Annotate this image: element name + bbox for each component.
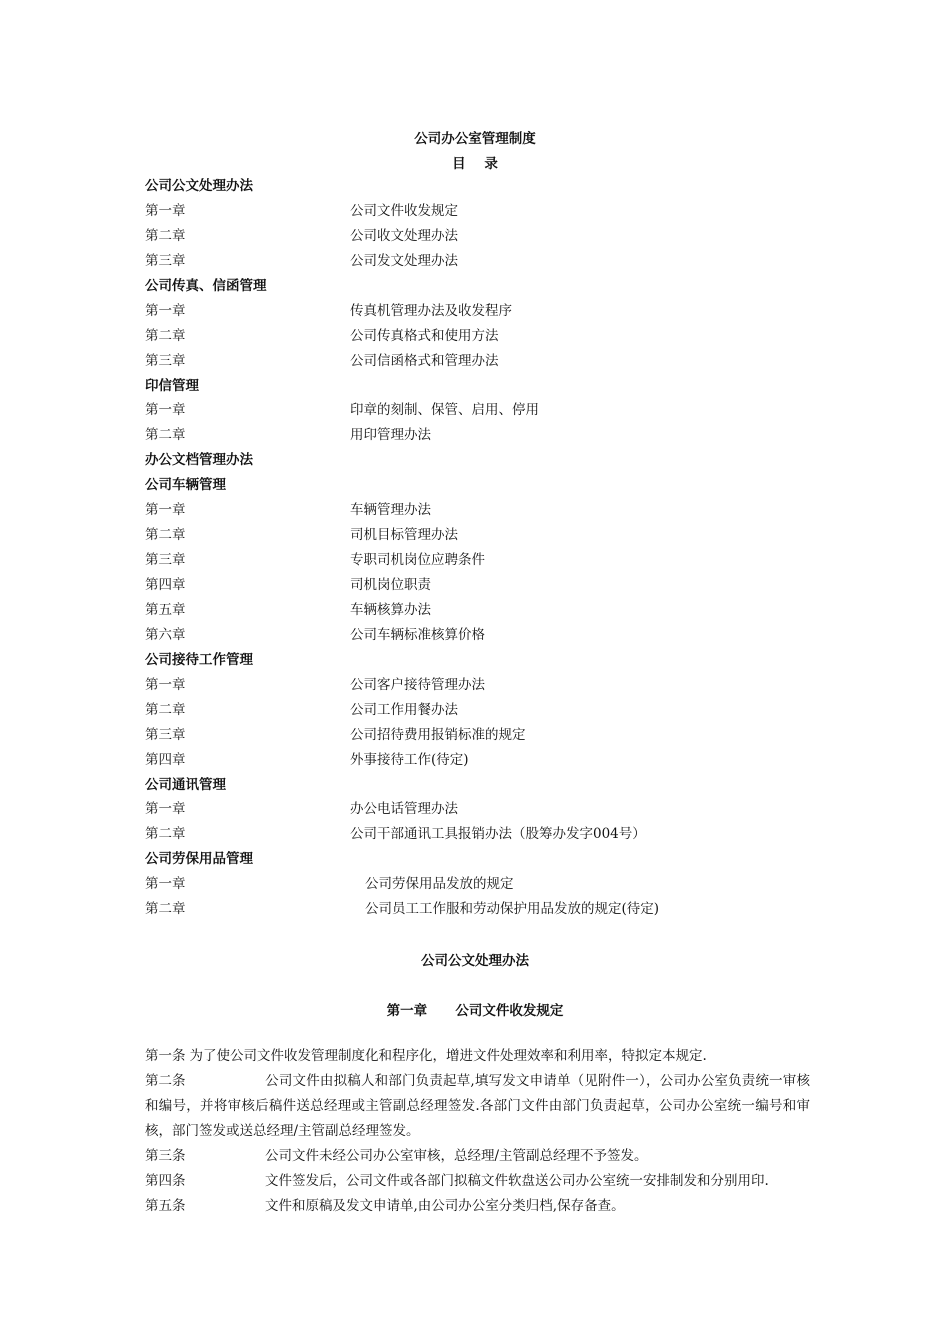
article-label: 第二条 xyxy=(145,1073,186,1089)
toc-chapter-number: 第四章 xyxy=(145,751,186,768)
toc-chapter-title: 公司客户接待管理办法 xyxy=(350,676,485,693)
toc-chapter-row xyxy=(145,423,845,448)
toc-chapter-title: 公司车辆标准核算价格 xyxy=(350,626,485,643)
toc-chapter-number: 第二章 xyxy=(145,901,186,918)
article-label: 第五条 xyxy=(145,1198,186,1214)
table-of-contents xyxy=(145,174,845,922)
toc-chapter-row xyxy=(145,623,845,648)
toc-chapter-number: 第二章 xyxy=(145,527,186,544)
toc-chapter-row xyxy=(145,349,845,374)
toc-chapter-number: 第六章 xyxy=(145,626,186,643)
toc-chapter-title: 司机目标管理办法 xyxy=(350,527,458,544)
toc-section: 办公文档管理办法 xyxy=(145,452,253,469)
toc-chapter-number: 第一章 xyxy=(145,202,186,219)
toc-chapter-number: 第三章 xyxy=(145,352,186,369)
toc-chapter-number: 第二章 xyxy=(145,427,186,444)
toc-chapter-number: 第四章 xyxy=(145,577,186,593)
toc-chapter-row xyxy=(145,548,845,573)
article-list xyxy=(145,1044,810,1219)
article-paragraph xyxy=(145,1144,810,1169)
toc-chapter-number: 第一章 xyxy=(145,801,186,818)
toc-chapter-row xyxy=(145,723,845,748)
toc-section: 公司通讯管理 xyxy=(145,776,226,793)
article-label: 第一条 xyxy=(145,1048,186,1064)
toc-chapter-number: 第五章 xyxy=(145,601,186,618)
toc-chapter-row xyxy=(145,573,845,598)
article-text: 文件和原稿及发文申请单,由公司办公室分类归档,保存备查。 xyxy=(265,1198,625,1214)
toc-chapter-title: 公司劳保用品发放的规定 xyxy=(365,876,514,893)
toc-chapter-row xyxy=(145,523,845,548)
toc-chapter-row xyxy=(145,398,845,423)
section-title: 公司公文处理办法 xyxy=(421,953,529,969)
document-title: 公司办公室管理制度 xyxy=(414,131,536,147)
article-text: 公司文件未经公司办公室审核，总经理/主管副总经理不予签发。 xyxy=(265,1148,648,1164)
toc-chapter-row xyxy=(145,299,845,324)
toc-section: 公司接待工作管理 xyxy=(145,651,253,668)
toc-section: 公司车辆管理 xyxy=(145,477,226,494)
toc-chapter-row xyxy=(145,822,845,847)
toc-chapter-number: 第三章 xyxy=(145,252,186,269)
toc-chapter-number: 第一章 xyxy=(145,302,186,319)
toc-chapter-row xyxy=(145,324,845,349)
toc-chapter-title: 公司招待费用报销标准的规定 xyxy=(350,726,526,743)
toc-chapter-number: 第二章 xyxy=(145,701,186,718)
article-text: 为了使公司文件收发管理制度化和程序化，增进文件处理效率和利用率，特拟定本规定. xyxy=(189,1048,707,1064)
article-text: 公司文件由拟稿人和部门负责起草,填写发文申请单（见附件一），公司办公室负责统一审核和编号，并将审核后稿件送总经理或主管副总经理签发.各部门文件由部门负责起草，公司办公室统一编号和审核，部门签发或送总经理/主管副总经理签发。 xyxy=(145,1073,810,1139)
toc-chapter-title: 车辆核算办法 xyxy=(350,601,431,618)
article-label: 第四条 xyxy=(145,1173,186,1189)
toc-chapter-title: 公司传真格式和使用方法 xyxy=(350,327,499,344)
article-text: 文件签发后，公司文件或各部门拟稿文件软盘送公司办公室统一安排制发和分别用印. xyxy=(265,1173,769,1189)
toc-chapter-number: 第三章 xyxy=(145,552,186,569)
toc-chapter-title: 公司文件收发规定 xyxy=(350,202,458,219)
toc-chapter-title: 公司工作用餐办法 xyxy=(350,701,458,718)
toc-chapter-title: 用印管理办法 xyxy=(350,427,431,444)
toc-chapter-row xyxy=(145,199,845,224)
toc-chapter-title: 车辆管理办法 xyxy=(350,502,431,519)
toc-chapter-number: 第二章 xyxy=(145,227,186,244)
toc-chapter-row xyxy=(145,872,845,897)
toc-heading: 目 录 xyxy=(452,156,498,172)
toc-chapter-number: 第二章 xyxy=(145,826,186,843)
toc-chapter-title: 专职司机岗位应聘条件 xyxy=(350,552,485,569)
article-label: 第三条 xyxy=(145,1148,186,1164)
toc-chapter-row xyxy=(145,748,845,773)
toc-section: 公司劳保用品管理 xyxy=(145,851,253,868)
toc-chapter-title: 外事接待工作(待定) xyxy=(350,751,469,768)
toc-chapter-number: 第一章 xyxy=(145,676,186,693)
toc-chapter-number: 第一章 xyxy=(145,876,186,893)
toc-chapter-row xyxy=(145,698,845,723)
toc-chapter-title: 公司信函格式和管理办法 xyxy=(350,352,499,369)
toc-chapter-row xyxy=(145,598,845,623)
article-paragraph xyxy=(145,1069,810,1144)
toc-chapter-title: 公司员工工作服和劳动保护用品发放的规定(待定) xyxy=(365,901,660,918)
toc-chapter-number: 第一章 xyxy=(145,502,186,519)
toc-section: 公司公文处理办法 xyxy=(145,178,253,194)
toc-section: 印信管理 xyxy=(145,377,199,394)
article-paragraph xyxy=(145,1169,810,1194)
toc-chapter-title: 司机岗位职责 xyxy=(350,577,431,593)
toc-chapter-row xyxy=(145,498,845,523)
toc-chapter-row xyxy=(145,797,845,822)
toc-chapter-number: 第二章 xyxy=(145,327,186,344)
toc-chapter-row xyxy=(145,897,845,922)
toc-section: 公司传真、信函管理 xyxy=(145,277,267,294)
toc-chapter-title: 传真机管理办法及收发程序 xyxy=(350,302,512,319)
article-paragraph xyxy=(145,1044,810,1069)
toc-chapter-row xyxy=(145,224,845,249)
article-paragraph xyxy=(145,1194,810,1219)
toc-chapter-row xyxy=(145,249,845,274)
toc-chapter-title: 办公电话管理办法 xyxy=(350,801,458,818)
toc-chapter-number: 第三章 xyxy=(145,726,186,743)
toc-chapter-number: 第一章 xyxy=(145,402,186,419)
toc-chapter-title: 公司干部通讯工具报销办法（股筹办发字004号） xyxy=(350,826,646,843)
toc-chapter-title: 印章的刻制、保管、启用、停用 xyxy=(350,402,539,419)
toc-chapter-title: 公司收文处理办法 xyxy=(350,227,458,244)
chapter-title: 第一章 公司文件收发规定 xyxy=(386,1003,564,1019)
toc-chapter-title: 公司发文处理办法 xyxy=(350,252,458,269)
toc-chapter-row xyxy=(145,673,845,698)
